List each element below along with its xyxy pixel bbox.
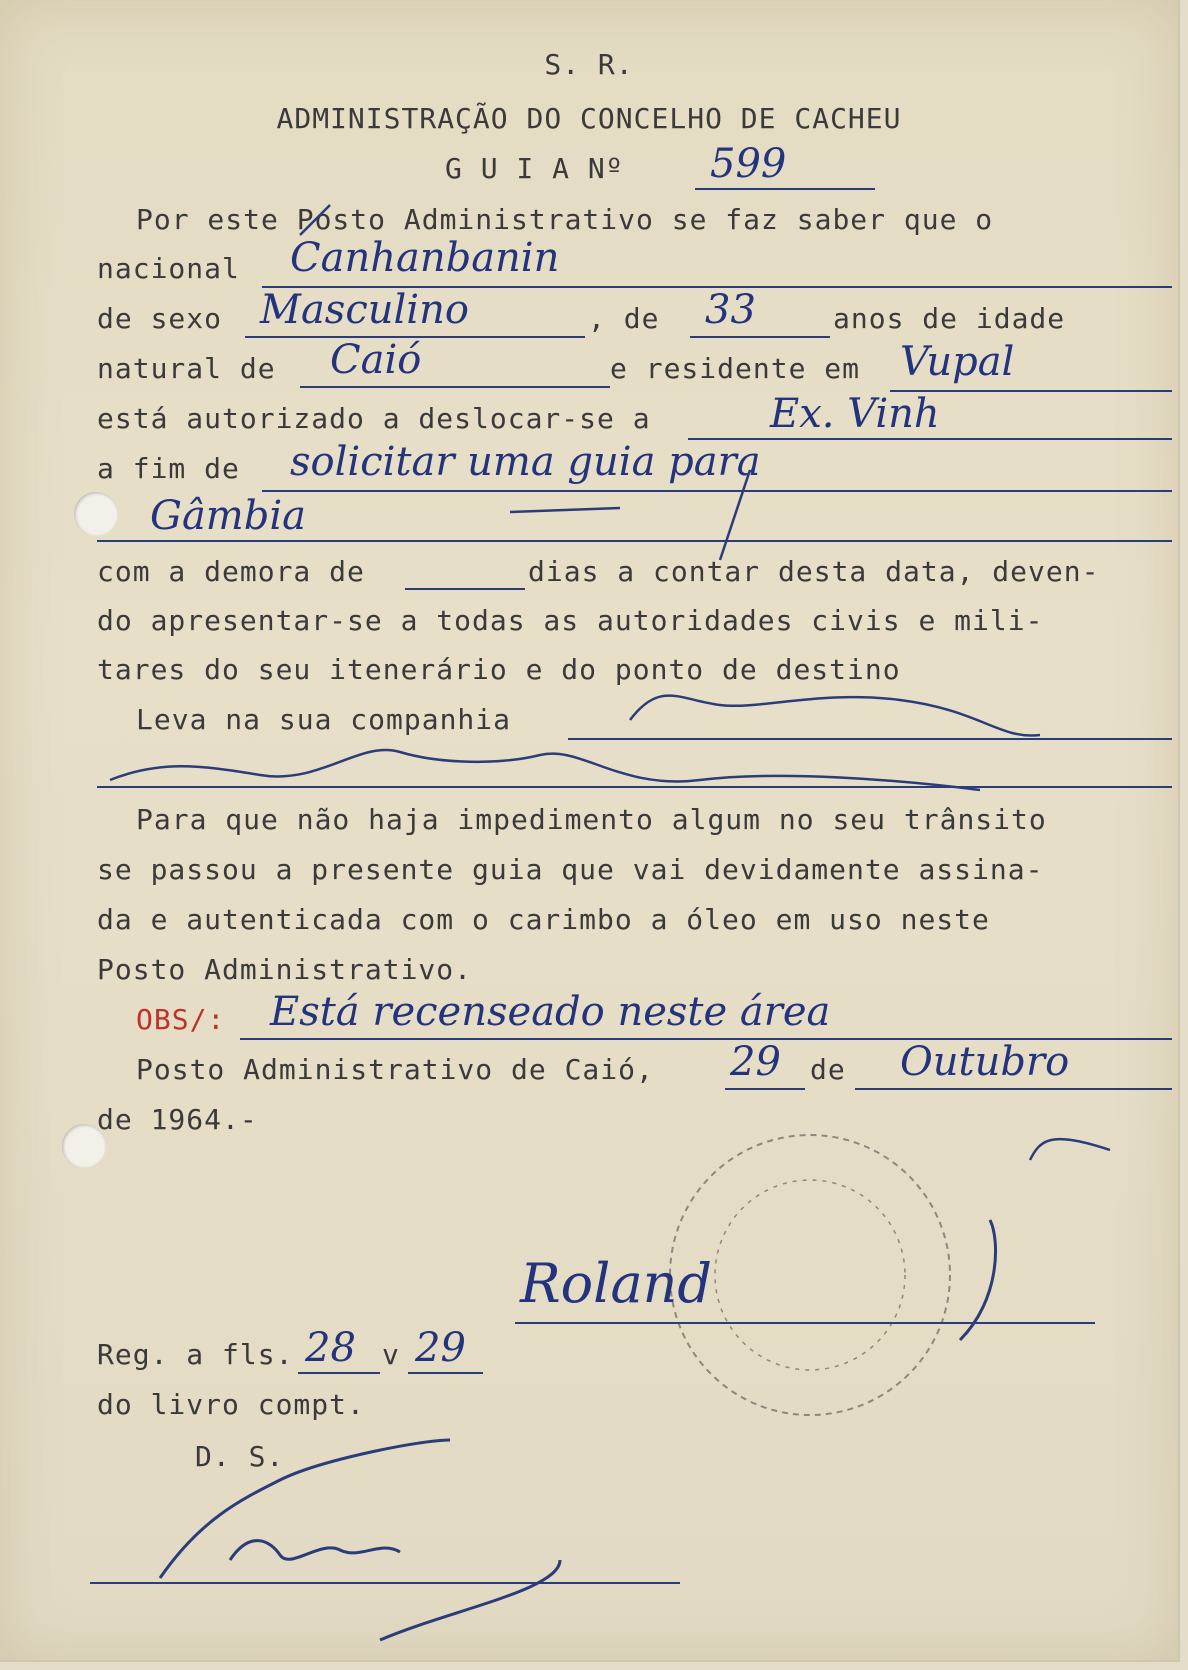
- obs-value: Está recenseado neste área: [270, 989, 831, 1035]
- administrator-signature: Roland: [520, 1252, 712, 1315]
- autorizado-value: Ex. Vinh: [770, 391, 940, 437]
- header-administration: ADMINISTRAÇÃO DO CONCELHO DE CACHEU: [276, 102, 902, 135]
- paragraph-line-2: se passou a presente guia que vai devidamente assina-: [97, 853, 1044, 886]
- demora-label: com a demora de: [97, 555, 365, 588]
- paragraph-line-4: Posto Administrativo.: [97, 953, 473, 986]
- nacional-value: Canhanbanin: [290, 235, 560, 281]
- residente-value: Vupal: [900, 339, 1015, 385]
- sexo-label: de sexo: [97, 302, 223, 335]
- obs-label: OBS/:: [136, 1003, 226, 1036]
- fim-value-2: Gâmbia: [150, 493, 306, 539]
- month-value: Outubro: [900, 1039, 1070, 1085]
- residente-label: e residente em: [610, 352, 861, 385]
- dias-label: dias a contar desta data, deven-: [528, 555, 1100, 588]
- guia-number: 599: [710, 141, 787, 187]
- paragraph-line-3: da e autenticada com o carimbo a óleo em uso neste: [97, 903, 990, 936]
- autorizado-label: está autorizado a deslocar-se a: [97, 402, 651, 435]
- natural-label: natural de: [97, 352, 276, 385]
- de-label: , de: [588, 302, 660, 335]
- intro-line: Por este Posto Administrativo se faz saber que o: [136, 203, 994, 236]
- de2-label: de: [810, 1053, 846, 1086]
- ds-line: D. S.: [195, 1440, 285, 1473]
- reg-label: Reg. a fls.: [97, 1338, 294, 1371]
- reg-v: v: [382, 1338, 400, 1371]
- fim-label: a fim de: [97, 452, 240, 485]
- posto-label: Posto Administrativo de Caió,: [136, 1053, 654, 1086]
- leva-label: Leva na sua companhia: [136, 703, 512, 736]
- header-sr: S. R.: [544, 48, 634, 81]
- anos-label: anos de idade: [833, 302, 1066, 335]
- natural-value: Caió: [330, 337, 422, 383]
- apresentar-line: do apresentar-se a todas as autoridades civis e mili-: [97, 604, 1044, 637]
- nacional-label: nacional: [97, 252, 240, 285]
- day-value: 29: [730, 1039, 781, 1085]
- reg-value-2: 29: [415, 1325, 466, 1371]
- age-value: 33: [705, 287, 756, 333]
- reg-value-1: 28: [305, 1325, 356, 1371]
- guia-label: G U I A Nº: [445, 152, 624, 185]
- year-line: de 1964.-: [97, 1103, 258, 1136]
- fim-value: solicitar uma guia para: [290, 439, 761, 485]
- itinerario-line: tares do seu itenerário e do ponto de destino: [97, 653, 901, 686]
- livro-line: do livro compt.: [97, 1388, 365, 1421]
- paragraph-line-1: Para que não haja impedimento algum no seu trânsito: [136, 803, 1047, 836]
- sexo-value: Masculino: [260, 287, 469, 333]
